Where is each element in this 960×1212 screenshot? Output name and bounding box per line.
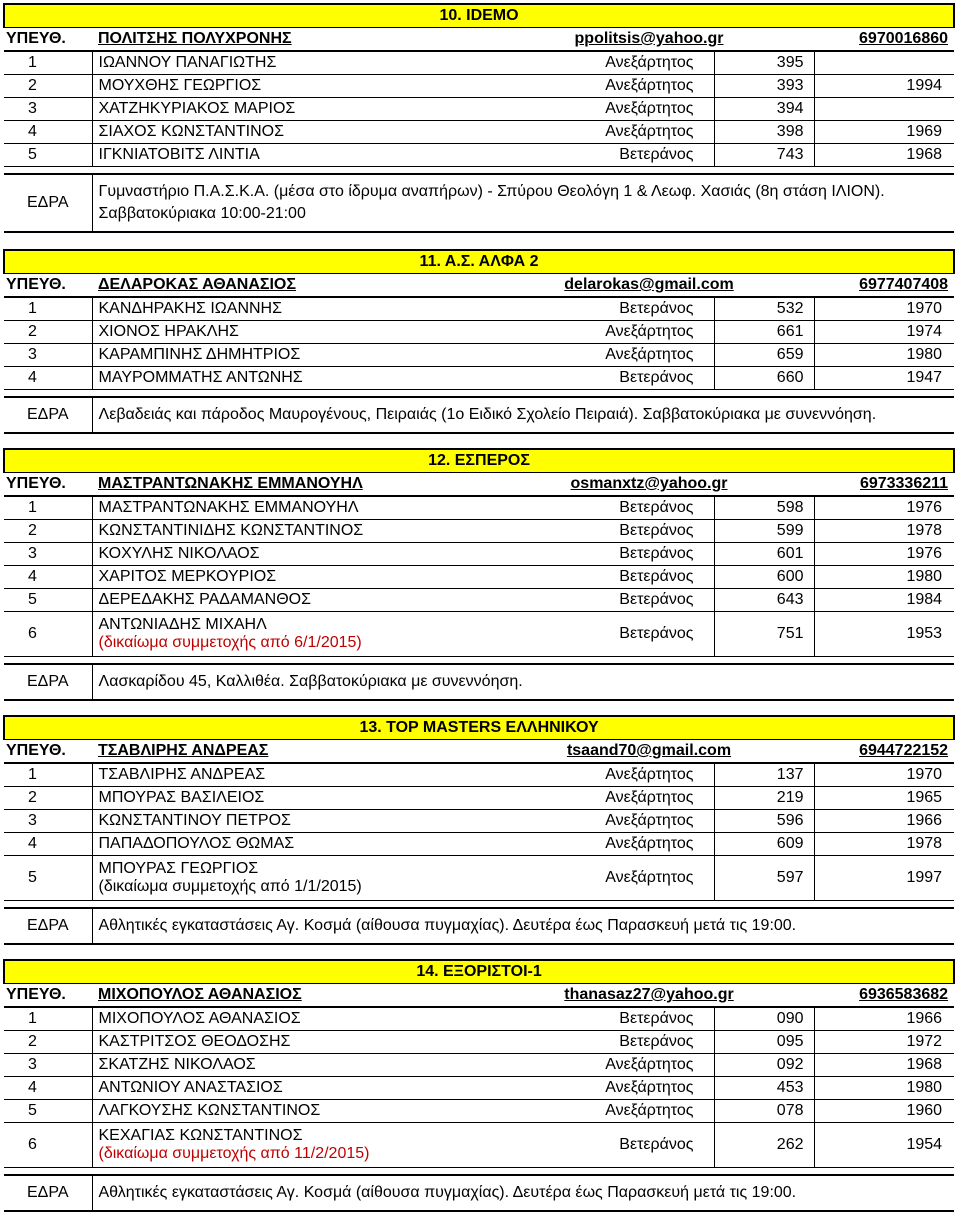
spacer-row: [4, 390, 954, 398]
member-category: Ανεξάρτητος: [484, 763, 714, 787]
venue-text: Αθλητικές εγκαταστάσεις Αγ. Κοσμά (αίθουσα πυγμαχίας). Δευτέρα έως Παρασκευή μετά τις 19:00.: [92, 908, 954, 944]
member-row: [4, 1031, 954, 1054]
member-number: 4: [4, 566, 92, 589]
club-table: [3, 959, 955, 1212]
member-category: Ανεξάρτητος: [484, 833, 714, 856]
member-number: 3: [4, 98, 92, 121]
member-name: ΣΚΑΤΖΗΣ ΝΙΚΟΛΑΟΣ: [98, 1056, 256, 1073]
member-row: [4, 297, 954, 321]
member-category: Ανεξάρτητος: [484, 121, 714, 144]
member-number: 1: [4, 763, 92, 787]
member-id: 660: [714, 367, 814, 390]
member-id: 643: [714, 589, 814, 612]
member-name-cell: [92, 566, 484, 589]
member-name: ΙΩΑΝΝΟΥ ΠΑΝΑΓΙΩΤΗΣ: [98, 54, 277, 71]
club-title-row: [4, 250, 954, 274]
member-birth-year: 1966: [814, 810, 954, 833]
member-birth-year: 1997: [814, 856, 954, 901]
club-table: [3, 249, 955, 434]
member-name-cell: [92, 1100, 484, 1123]
member-name-cell: [92, 589, 484, 612]
member-birth-year: 1980: [814, 1077, 954, 1100]
responsible-row: [4, 740, 954, 764]
member-category: Βετεράνος: [484, 543, 714, 566]
member-birth-year: 1953: [814, 612, 954, 657]
member-eligibility-note: (δικαίωμα συμμετοχής από 1/1/2015): [98, 878, 362, 895]
member-number: 4: [4, 1077, 92, 1100]
member-category: Βετεράνος: [484, 496, 714, 520]
member-number: 1: [4, 1007, 92, 1031]
member-row: [4, 51, 954, 75]
member-category: Ανεξάρτητος: [484, 51, 714, 75]
member-row: [4, 1123, 954, 1168]
member-category: Ανεξάρτητος: [484, 98, 714, 121]
member-row: [4, 566, 954, 589]
member-number: 5: [4, 1100, 92, 1123]
member-birth-year: 1970: [814, 763, 954, 787]
responsible-phone: 6973336211: [814, 473, 954, 497]
member-name-cell: [92, 810, 484, 833]
responsible-name: ΜΙΧΟΠΟΥΛΟΣ ΑΘΑΝΑΣΙΟΣ: [92, 984, 484, 1008]
member-number: 4: [4, 833, 92, 856]
club-title: 13. TOP MASTERS ΕΛΛΗΝΙΚΟΥ: [4, 716, 954, 740]
member-name: ΜΙΧΟΠΟΥΛΟΣ ΑΘΑΝΑΣΙΟΣ: [98, 1010, 301, 1027]
member-category: Βετεράνος: [484, 367, 714, 390]
venue-text: Γυμναστήριο Π.Α.Σ.Κ.Α. (μέσα στο ίδρυμα αναπήρων) - Σπύρου Θεολόγη 1 & Λεωφ. Χασιάς (8η στάση ΙΛΙΟΝ). Σαββατοκύριακα 10:00-21:00: [92, 174, 954, 232]
responsible-email[interactable]: tsaand70@gmail.com: [484, 740, 814, 764]
responsible-name: ΤΣΑΒΛΙΡΗΣ ΑΝΔΡΕΑΣ: [92, 740, 484, 764]
venue-row: [4, 397, 954, 433]
member-name: ΑΝΤΩΝΙΟΥ ΑΝΑΣΤΑΣΙΟΣ: [98, 1079, 283, 1096]
member-row: [4, 810, 954, 833]
responsible-email[interactable]: thanasaz27@yahoo.gr: [484, 984, 814, 1008]
member-row: [4, 344, 954, 367]
venue-label: ΕΔΡΑ: [4, 397, 92, 433]
member-name-cell: [92, 763, 484, 787]
responsible-label: ΥΠΕΥΘ.: [4, 473, 92, 497]
member-name: ΚΑΡΑΜΠΙΝΗΣ ΔΗΜΗΤΡΙΟΣ: [98, 346, 301, 363]
member-name-cell: [92, 543, 484, 566]
responsible-row: [4, 984, 954, 1008]
member-row: [4, 1100, 954, 1123]
spacer: [4, 1168, 954, 1176]
responsible-email[interactable]: ppolitsis@yahoo.gr: [484, 28, 814, 52]
member-name-cell: [92, 1123, 484, 1168]
member-birth-year: 1980: [814, 344, 954, 367]
member-row: [4, 763, 954, 787]
member-row: [4, 1077, 954, 1100]
member-number: 5: [4, 144, 92, 167]
member-id: 609: [714, 833, 814, 856]
member-category: Βετεράνος: [484, 520, 714, 543]
member-row: [4, 520, 954, 543]
member-id: 095: [714, 1031, 814, 1054]
member-name: ΚΑΝΔΗΡΑΚΗΣ ΙΩΑΝΝΗΣ: [98, 300, 282, 317]
club-section: [3, 959, 953, 1212]
member-name-cell: [92, 1077, 484, 1100]
member-id: 219: [714, 787, 814, 810]
club-title-row: [4, 4, 954, 28]
club-roster-document: [3, 3, 953, 1212]
member-birth-year: 1972: [814, 1031, 954, 1054]
responsible-name: ΠΟΛΙΤΣΗΣ ΠΟΛΥΧΡΟΝΗΣ: [92, 28, 484, 52]
member-name: ΚΕΧΑΓΙΑΣ ΚΩΝΣΤΑΝΤΙΝΟΣ: [98, 1127, 303, 1144]
member-birth-year: 1994: [814, 75, 954, 98]
member-birth-year: 1954: [814, 1123, 954, 1168]
member-name-cell: [92, 144, 484, 167]
member-id: 395: [714, 51, 814, 75]
member-id: 532: [714, 297, 814, 321]
member-number: 2: [4, 787, 92, 810]
spacer: [4, 901, 954, 909]
member-birth-year: 1947: [814, 367, 954, 390]
responsible-email[interactable]: osmanxtz@yahoo.gr: [484, 473, 814, 497]
member-category: Ανεξάρτητος: [484, 75, 714, 98]
member-birth-year: 1968: [814, 1054, 954, 1077]
member-row: [4, 321, 954, 344]
member-name: ΧΙΟΝΟΣ ΗΡΑΚΛΗΣ: [98, 323, 239, 340]
member-category: Ανεξάρτητος: [484, 1100, 714, 1123]
venue-label: ΕΔΡΑ: [4, 1175, 92, 1211]
club-title: 10. IDEMO: [4, 4, 954, 28]
member-name: ΑΝΤΩΝΙΑΔΗΣ ΜΙΧΑΗΛ: [98, 616, 267, 633]
member-row: [4, 367, 954, 390]
member-name-cell: [92, 496, 484, 520]
responsible-phone: 6977407408: [814, 274, 954, 298]
club-section: [3, 249, 953, 434]
member-category: Βετεράνος: [484, 566, 714, 589]
venue-label: ΕΔΡΑ: [4, 664, 92, 700]
member-row: [4, 856, 954, 901]
member-row: [4, 543, 954, 566]
responsible-label: ΥΠΕΥΘ.: [4, 28, 92, 52]
member-category: Βετεράνος: [484, 1007, 714, 1031]
member-name: ΧΑΡΙΤΟΣ ΜΕΡΚΟΥΡΙΟΣ: [98, 568, 277, 585]
member-birth-year: 1966: [814, 1007, 954, 1031]
spacer-row: [4, 167, 954, 175]
member-number: 5: [4, 589, 92, 612]
member-category: Βετεράνος: [484, 589, 714, 612]
member-id: 661: [714, 321, 814, 344]
member-row: [4, 589, 954, 612]
member-id: 078: [714, 1100, 814, 1123]
member-category: Ανεξάρτητος: [484, 1077, 714, 1100]
member-name-cell: [92, 612, 484, 657]
member-category: Ανεξάρτητος: [484, 1054, 714, 1077]
member-name-cell: [92, 856, 484, 901]
member-name: ΜΑΥΡΟΜΜΑΤΗΣ ΑΝΤΩΝΗΣ: [98, 369, 303, 386]
member-name-cell: [92, 367, 484, 390]
spacer-row: [4, 901, 954, 909]
venue-text: Λεβαδειάς και πάροδος Μαυρογένους, Πειραιάς (1ο Ειδικό Σχολείο Πειραιά). Σαββατοκύριακα με συνεννόηση.: [92, 397, 954, 433]
member-category: Ανεξάρτητος: [484, 344, 714, 367]
member-number: 3: [4, 543, 92, 566]
member-row: [4, 787, 954, 810]
member-id: 599: [714, 520, 814, 543]
responsible-name: ΜΑΣΤΡΑΝΤΩΝΑΚΗΣ ΕΜΜΑΝΟΥΗΛ: [92, 473, 484, 497]
member-id: 092: [714, 1054, 814, 1077]
responsible-email[interactable]: delarokas@gmail.com: [484, 274, 814, 298]
club-table: [3, 3, 955, 233]
member-name: ΜΠΟΥΡΑΣ ΒΑΣΙΛΕΙΟΣ: [98, 789, 265, 806]
member-name: ΧΑΤΖΗΚΥΡΙΑΚΟΣ ΜΑΡΙΟΣ: [98, 100, 296, 117]
member-name: ΛΑΓΚΟΥΣΗΣ ΚΩΝΣΤΑΝΤΙΝΟΣ: [98, 1102, 321, 1119]
member-birth-year: 1960: [814, 1100, 954, 1123]
member-category: Βετεράνος: [484, 1031, 714, 1054]
member-name: ΔΕΡΕΔΑΚΗΣ ΡΑΔΑΜΑΝΘΟΣ: [98, 591, 311, 608]
member-eligibility-note: (δικαίωμα συμμετοχής από 6/1/2015): [98, 634, 362, 651]
member-name-cell: [92, 787, 484, 810]
member-row: [4, 144, 954, 167]
spacer-row: [4, 1168, 954, 1176]
member-name-cell: [92, 121, 484, 144]
member-category: Βετεράνος: [484, 612, 714, 657]
member-id: 394: [714, 98, 814, 121]
member-birth-year: 1976: [814, 543, 954, 566]
member-number: 4: [4, 367, 92, 390]
member-birth-year: 1978: [814, 833, 954, 856]
member-category: Ανεξάρτητος: [484, 787, 714, 810]
member-birth-year: 1974: [814, 321, 954, 344]
member-id: 601: [714, 543, 814, 566]
member-id: 393: [714, 75, 814, 98]
member-row: [4, 98, 954, 121]
responsible-label: ΥΠΕΥΘ.: [4, 740, 92, 764]
member-name-cell: [92, 51, 484, 75]
member-row: [4, 612, 954, 657]
responsible-name: ΔΕΛΑΡΟΚΑΣ ΑΘΑΝΑΣΙΟΣ: [92, 274, 484, 298]
member-name: ΚΟΧΥΛΗΣ ΝΙΚΟΛΑΟΣ: [98, 545, 260, 562]
member-category: Ανεξάρτητος: [484, 321, 714, 344]
club-title-row: [4, 449, 954, 473]
member-name: ΚΩΝΣΤΑΝΤΙΝΟΥ ΠΕΤΡΟΣ: [98, 812, 291, 829]
member-name-cell: [92, 520, 484, 543]
member-eligibility-note: (δικαίωμα συμμετοχής από 11/2/2015): [98, 1145, 370, 1162]
member-row: [4, 1007, 954, 1031]
responsible-phone: 6936583682: [814, 984, 954, 1008]
member-id: 398: [714, 121, 814, 144]
member-id: 596: [714, 810, 814, 833]
member-id: 600: [714, 566, 814, 589]
member-birth-year: [814, 98, 954, 121]
club-title: 12. ΕΣΠΕΡΟΣ: [4, 449, 954, 473]
member-name: ΚΩΝΣΤΑΝΤΙΝΙΔΗΣ ΚΩΝΣΤΑΝΤΙΝΟΣ: [98, 522, 364, 539]
member-id: 137: [714, 763, 814, 787]
club-title-row: [4, 960, 954, 984]
member-row: [4, 121, 954, 144]
member-number: 4: [4, 121, 92, 144]
venue-label: ΕΔΡΑ: [4, 908, 92, 944]
spacer: [4, 390, 954, 398]
member-category: Βετεράνος: [484, 1123, 714, 1168]
venue-row: [4, 664, 954, 700]
member-name: ΜΠΟΥΡΑΣ ΓΕΩΡΓΙΟΣ: [98, 860, 259, 877]
member-number: 2: [4, 520, 92, 543]
responsible-label: ΥΠΕΥΘ.: [4, 274, 92, 298]
club-title: 11. Α.Σ. ΑΛΦΑ 2: [4, 250, 954, 274]
member-name: ΤΣΑΒΛΙΡΗΣ ΑΝΔΡΕΑΣ: [98, 766, 266, 783]
member-name-cell: [92, 321, 484, 344]
member-birth-year: 1976: [814, 496, 954, 520]
member-number: 5: [4, 856, 92, 901]
member-number: 2: [4, 321, 92, 344]
responsible-phone: 6970016860: [814, 28, 954, 52]
responsible-label: ΥΠΕΥΘ.: [4, 984, 92, 1008]
member-category: Ανεξάρτητος: [484, 810, 714, 833]
member-category: Ανεξάρτητος: [484, 856, 714, 901]
member-birth-year: 1984: [814, 589, 954, 612]
member-name: ΣΙΑΧΟΣ ΚΩΝΣΤΑΝΤΙΝΟΣ: [98, 123, 284, 140]
member-id: 598: [714, 496, 814, 520]
member-birth-year: 1969: [814, 121, 954, 144]
venue-text: Λασκαρίδου 45, Καλλιθέα. Σαββατοκύριακα με συνεννόηση.: [92, 664, 954, 700]
member-id: 751: [714, 612, 814, 657]
member-number: 1: [4, 297, 92, 321]
member-row: [4, 1054, 954, 1077]
member-number: 3: [4, 1054, 92, 1077]
venue-row: [4, 908, 954, 944]
member-name-cell: [92, 297, 484, 321]
responsible-row: [4, 28, 954, 52]
member-birth-year: 1970: [814, 297, 954, 321]
club-title-row: [4, 716, 954, 740]
member-birth-year: 1968: [814, 144, 954, 167]
responsible-row: [4, 274, 954, 298]
member-name-cell: [92, 833, 484, 856]
member-name: ΚΑΣΤΡΙΤΣΟΣ ΘΕΟΔΟΣΗΣ: [98, 1033, 291, 1050]
club-table: [3, 715, 955, 945]
club-title: 14. ΕΞΟΡΙΣΤΟΙ-1: [4, 960, 954, 984]
spacer: [4, 167, 954, 175]
member-name-cell: [92, 1054, 484, 1077]
member-name-cell: [92, 1007, 484, 1031]
member-birth-year: 1978: [814, 520, 954, 543]
member-number: 1: [4, 496, 92, 520]
member-name: ΜΟΥΧΘΗΣ ΓΕΩΡΓΙΟΣ: [98, 77, 262, 94]
club-table: [3, 448, 955, 701]
member-id: 262: [714, 1123, 814, 1168]
member-birth-year: 1980: [814, 566, 954, 589]
club-section: [3, 448, 953, 701]
member-row: [4, 75, 954, 98]
venue-row: [4, 1175, 954, 1211]
spacer: [4, 657, 954, 665]
club-section: [3, 3, 953, 233]
venue-row: [4, 174, 954, 232]
member-name-cell: [92, 1031, 484, 1054]
member-number: 6: [4, 612, 92, 657]
member-name-cell: [92, 344, 484, 367]
venue-text: Αθλητικές εγκαταστάσεις Αγ. Κοσμά (αίθουσα πυγμαχίας). Δευτέρα έως Παρασκευή μετά τις 19:00.: [92, 1175, 954, 1211]
member-name-cell: [92, 98, 484, 121]
member-name: ΠΑΠΑΔΟΠΟΥΛΟΣ ΘΩΜΑΣ: [98, 835, 295, 852]
member-id: 090: [714, 1007, 814, 1031]
member-name-cell: [92, 75, 484, 98]
member-number: 3: [4, 810, 92, 833]
member-number: 1: [4, 51, 92, 75]
member-id: 659: [714, 344, 814, 367]
member-number: 6: [4, 1123, 92, 1168]
member-number: 2: [4, 75, 92, 98]
member-name: ΙΓΚΝΙΑΤΟΒΙΤΣ ΛΙΝΤΙΑ: [98, 146, 260, 163]
responsible-phone: 6944722152: [814, 740, 954, 764]
club-section: [3, 715, 953, 945]
venue-label: ΕΔΡΑ: [4, 174, 92, 232]
member-name: ΜΑΣΤΡΑΝΤΩΝΑΚΗΣ ΕΜΜΑΝΟΥΗΛ: [98, 499, 359, 516]
spacer-row: [4, 657, 954, 665]
member-category: Βετεράνος: [484, 144, 714, 167]
member-number: 3: [4, 344, 92, 367]
member-birth-year: [814, 51, 954, 75]
member-number: 2: [4, 1031, 92, 1054]
member-id: 597: [714, 856, 814, 901]
member-row: [4, 833, 954, 856]
member-id: 743: [714, 144, 814, 167]
member-id: 453: [714, 1077, 814, 1100]
member-row: [4, 496, 954, 520]
responsible-row: [4, 473, 954, 497]
member-category: Βετεράνος: [484, 297, 714, 321]
member-birth-year: 1965: [814, 787, 954, 810]
